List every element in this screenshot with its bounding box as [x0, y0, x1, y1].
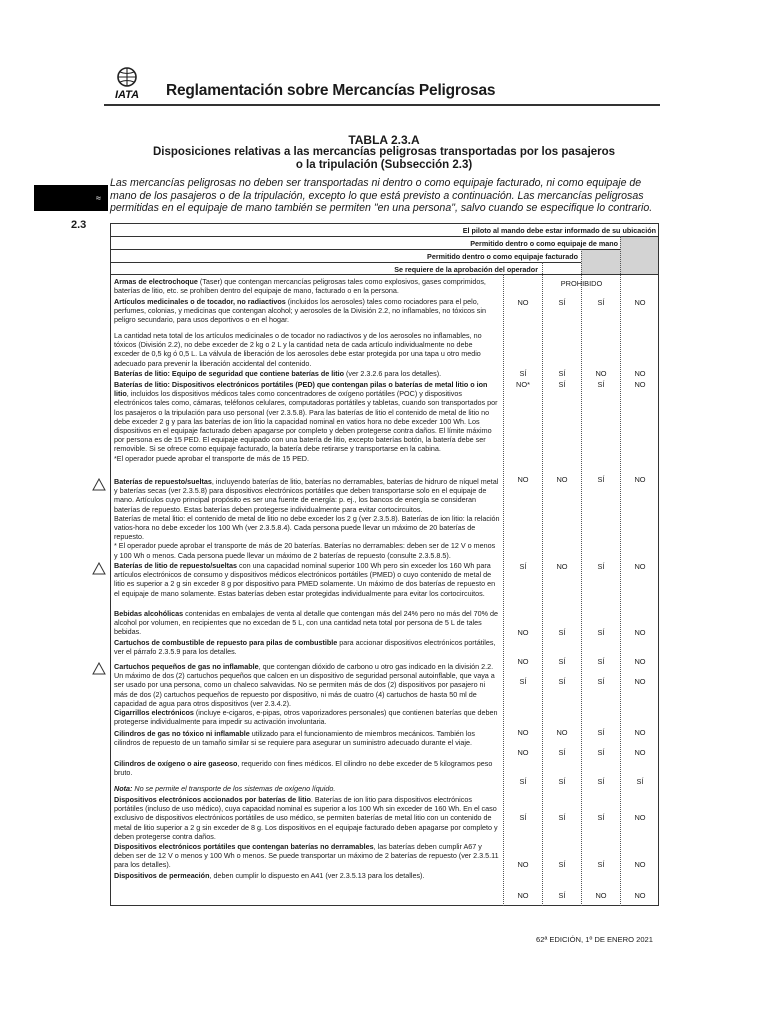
- cell-value: SÍ: [519, 777, 527, 786]
- cell-value: SÍ: [558, 891, 566, 900]
- cell-value: SÍ: [597, 677, 605, 686]
- header-rule: [110, 249, 620, 250]
- cell-value: NO: [517, 298, 529, 307]
- cell-value: SÍ: [519, 369, 527, 378]
- row-description: Dispositivos de permeación, deben cumplir lo dispuesto en A41 (ver 2.3.5.13 para los detalles).: [114, 871, 425, 880]
- column-divider: [620, 236, 622, 906]
- row-description: Cartuchos de combustible de repuesto para pilas de combustible para accionar dispositivos electrónicos portátiles, ver el párrafo 2.3.5.9 para los detalles.: [114, 638, 496, 657]
- cell-value: SÍ: [558, 860, 566, 869]
- cell-value: NO: [634, 813, 646, 822]
- cell-value: SÍ: [597, 628, 605, 637]
- prohibited-label: PROHIBIDO: [560, 279, 603, 288]
- row-note: Nota: No se permite el transporte de los sistemas de oxígeno líquido.: [114, 784, 336, 793]
- cell-value: SÍ: [558, 298, 566, 307]
- header-rule: [110, 236, 659, 237]
- cell-value: SÍ: [519, 562, 527, 571]
- header-shade: [620, 236, 658, 274]
- cell-value: NO: [517, 475, 529, 484]
- cell-value: NO: [517, 748, 529, 757]
- row-description: Dispositivos electrónicos accionados por baterías de litio. Baterías de ion litio para dispositivos electrónicos portátiles (incluso de uso médico), cuya capacidad nominal es superior a los 100 Wh sin exceder de 160 Wh. En el caso exclusivo de dispositivos electrónicos portátiles de uso médico, se permiten baterías de metal litio con un contenido de metal de litio superior a 2 g sin exceder de 8 g. Los dispositivos en el equipaje facturado deben apagarse por completo y deben protegerse contra daños.: [114, 795, 498, 841]
- row-description: Baterías de litio: Equipo de seguridad que contiene baterías de litio (ver 2.3.2.6 para los detalles).: [114, 369, 442, 378]
- iata-logo: [104, 66, 150, 100]
- header-checked-baggage: Permitido dentro o como equipaje facturado: [427, 252, 578, 261]
- cell-value: NO: [634, 860, 646, 869]
- cell-value: SÍ: [597, 562, 605, 571]
- cell-value: NO: [634, 628, 646, 637]
- row-description: Cigarrillos electrónicos (incluye e-cigaros, e-pipas, otros vaporizadores personales) que contienen baterías que deben protegerse individualmente para impedir su activación involuntaria.: [114, 708, 498, 727]
- cell-value: SÍ: [597, 298, 605, 307]
- cell-value: NO: [556, 728, 568, 737]
- cell-value: SÍ: [597, 728, 605, 737]
- cell-value: SÍ: [558, 748, 566, 757]
- table-subtitle-line-2: o la tripulación (Subsección 2.3): [295, 159, 473, 171]
- cell-value: SÍ: [558, 677, 566, 686]
- warning-triangle-icon: [92, 562, 106, 575]
- row-description: Baterías de litio de repuesto/sueltas con una capacidad nominal superior 100 Wh pero sin exceder los 160 Wh para artículos electrónicos de consumo y dispositivos médicos electrónicos portátiles (PMED) o cuyo contenido de metal de litio es superior a 2 g sin exceder 8 g por dispositivo para PMED solamente. Un máximo de dos baterías de repuesto en el equipaje de mano solamente. Estas baterías deben estar protegidas individualmente para evitar los cortocircuitos.: [114, 561, 496, 598]
- row-description: Artículos medicinales o de tocador, no radiactivos (incluidos los aerosoles) tales como rociadores para el pelo, perfumes, colonias, y medicinas que contengan alcohol; y aerosoles de la División 2.2, no inflamables, no tóxicos sin peligro secundario, para usos deportivos o en el hogar.: [114, 297, 486, 325]
- column-divider: [542, 262, 544, 906]
- cell-value: NO: [556, 475, 568, 484]
- edition-footer: 62ª EDICIÓN, 1º DE ENERO 2021: [536, 935, 654, 944]
- cell-value: SÍ: [558, 777, 566, 786]
- side-tab-glyph: ≈: [96, 193, 101, 203]
- cell-value: NO: [634, 728, 646, 737]
- header-cabin-baggage: Permitido dentro o como equipaje de mano: [470, 239, 618, 248]
- cell-value: NO: [634, 562, 646, 571]
- cell-value: NO: [517, 860, 529, 869]
- cell-value: SÍ: [597, 860, 605, 869]
- row-description: Baterías de repuesto/sueltas, incluyendo baterías de litio, baterías no derramables, baterías de hidruro de níquel metal y baterías secas (ver 2.3.5.8) para dispositivos electrónicos portátiles que deben transportarse solo en el equipaje de mano. Artículos cuyo principal propósito es ser una fuente de energía: p. ej., los bancos de energía se consideran baterías de repuesto. Estas baterías deben protegerse individualmente para evitar cortocircuitos. Baterías de metal litio: el contenido de metal de litio no debe exceder los 2 g (ver 2.3.5.8). Baterías de ion litio: la relación vatios-hora no debe exceder los 100 Wh (ver 2.3.5.8.4). Cada persona puede llevar un máximo de 20 baterías de repuesto. * El operador puede aprobar el transporte de más de 20 baterías. Baterías no derramables: deben ser de 12 V o menos y 100 Wh o menos. Cada persona puede llevar un máximo de 2 baterías de repuesto (consulte 2.3.5.8.5).: [114, 477, 500, 560]
- cell-value: SÍ: [597, 380, 605, 389]
- cell-value: NO: [517, 657, 529, 666]
- cell-value: NO: [634, 369, 646, 378]
- cell-value: NO: [517, 891, 529, 900]
- logo-text: IATA: [114, 89, 140, 100]
- cell-value: SÍ: [597, 813, 605, 822]
- section-number: 2.3: [71, 219, 87, 231]
- cell-value: NO: [634, 475, 646, 484]
- cell-value: SÍ: [519, 813, 527, 822]
- header-pilot-informed: El piloto al mando debe estar informado de su ubicación: [462, 226, 656, 235]
- cell-value: NO: [634, 748, 646, 757]
- cell-value: NO: [634, 298, 646, 307]
- cell-value: NO: [634, 657, 646, 666]
- cell-value: SÍ: [597, 777, 605, 786]
- cell-value: SÍ: [597, 748, 605, 757]
- row-description: Cartuchos pequeños de gas no inflamable, que contengan dióxido de carbono u otro gas indicado en la división 2.2. Un máximo de dos (2) cartuchos pequeños que calcen en un dispositivo de seguridad personal autoinflable, que vaya a ser usado por una persona, como un chaleco salvavidas. No se permiten más de dos (2) dispositivos por pasajero ni más de dos (2) cartuchos pequeños de repuesto por dispositivo, ni más de cuatro (4) cartuchos de hasta 50 ml de capacidad de agua para otros dispositivos (ver 2.3.4.2).: [114, 662, 495, 708]
- cell-value: NO: [634, 677, 646, 686]
- row-description: Cilindros de gas no tóxico ni inflamable utilizado para el funcionamiento de miembros mecánicos. También los cilindros de repuesto de un tamaño similar si se requiere para asegurar un suministro adecuado durante el viaje.: [114, 729, 475, 748]
- cell-value: SÍ: [636, 777, 644, 786]
- intro-paragraph: Las mercancías peligrosas no deben ser transportadas ni dentro o como equipaje facturado, ni como equipaje de mano de los pasajeros o de la tripulación, excepto lo que está previsto a continuación. Las mercancías peligrosas permitidas en el equipaje de mano también se permiten "en una persona", salvo cuando se especifique lo contrario.: [110, 177, 653, 214]
- cell-value: NO: [634, 891, 646, 900]
- row-description: Dispositivos electrónicos portátiles que contengan baterías no derramables, las baterías deben cumplir A67 y deben ser de 12 V o menos y 100 Wh o menos. Se puede transportar un máximo de 2 baterías de repuesto (ver 2.3.5.11 para los detalles).: [114, 842, 499, 870]
- table-title: TABLA 2.3.A: [348, 133, 420, 147]
- header-operator-approval: Se requiere de la aprobación del operador: [394, 265, 538, 274]
- warning-triangle-icon: [92, 478, 106, 491]
- cell-value: NO*: [516, 380, 530, 389]
- header-rule: [110, 274, 659, 275]
- page-header-title: Reglamentación sobre Mercancías Peligrosas: [166, 82, 496, 99]
- header-shade: [581, 249, 620, 274]
- header-rule: [110, 262, 581, 263]
- row-description: Armas de electrochoque (Taser) que contengan mercancías peligrosas tales como explosivos, gases comprimidos, baterías de litio, etc. se prohíben dentro del equipaje de mano, facturado o en la persona.: [114, 277, 486, 296]
- cell-value: NO: [595, 891, 607, 900]
- cell-value: SÍ: [519, 677, 527, 686]
- cell-value: NO: [595, 369, 607, 378]
- cell-value: SÍ: [558, 628, 566, 637]
- header-divider: [104, 104, 660, 106]
- table-subtitle: Disposiciones relativas a las mercancías peligrosas transportadas por los pasajeros: [152, 146, 616, 158]
- cell-value: NO: [517, 728, 529, 737]
- cell-value: SÍ: [597, 657, 605, 666]
- cell-value: SÍ: [597, 475, 605, 484]
- cell-value: SÍ: [558, 380, 566, 389]
- cell-value: NO: [517, 628, 529, 637]
- column-divider: [581, 249, 583, 906]
- cell-value: SÍ: [558, 369, 566, 378]
- row-description: Bebidas alcohólicas contenidas en embalajes de venta al detalle que contengan más del 24% pero no más del 70% de alcohol por volumen, en recipientes que no excedan de 5 L, con una cantidad neta total por persona de 5 L de tales bebidas.: [114, 609, 498, 637]
- row-description: La cantidad neta total de los artículos medicinales o de tocador no radiactivos y de los aerosoles no inflamables, no tóxicos (División 2.2), no debe exceder de 2 kg o 2 L y la cantidad neta de cada artículo individualmente no debe exceder de 0,5 kg ó 0,5 L. La válvula de liberación de los aerosoles debe estar protegida por una tapa u otro medio adecuado para prevenir la liberación accidental del contenido.: [114, 331, 482, 368]
- cell-value: SÍ: [558, 657, 566, 666]
- cell-value: NO: [556, 562, 568, 571]
- cell-value: NO: [634, 380, 646, 389]
- warning-triangle-icon: [92, 662, 106, 675]
- row-description: Cilindros de oxígeno o aire gaseoso, requerido con fines médicos. El cilindro no debe exceder de 5 kilogramos peso bruto.: [114, 759, 493, 778]
- row-description: Baterías de litio: Dispositivos electrónicos portátiles (PED) que contengan pilas o baterías de metal litio o ion litio, incluidos los dispositivos médicos tales como concentradores de oxígeno portátiles (POC) y dispositivos electrónicos tales como, cámaras, teléfonos celulares, computadoras portátiles y tabletas, cuando son transportados por los pasajeros o la tripulación para uso personal (ver 2.3.5.8). Para las baterías de litio el contenido de metal de litio no debe exceder 2 g y para las baterías de ion litio la capacidad nominal en vatios hora no debe exceder 100 Wh. Los dispositivos en el equipaje facturado deben apagarse por completo y deben protegerse contra daños. El límite máximo por persona es de 15 PED. El equipaje equipado con una batería de litio, excepto baterías botón, la batería debe ser removible. Si se ofrece como equipaje facturado, la batería debe retirarse y transportarse en la cabina. *El operador puede aprobar el transporte de más de 15 PED.: [114, 380, 498, 463]
- cell-value: SÍ: [558, 813, 566, 822]
